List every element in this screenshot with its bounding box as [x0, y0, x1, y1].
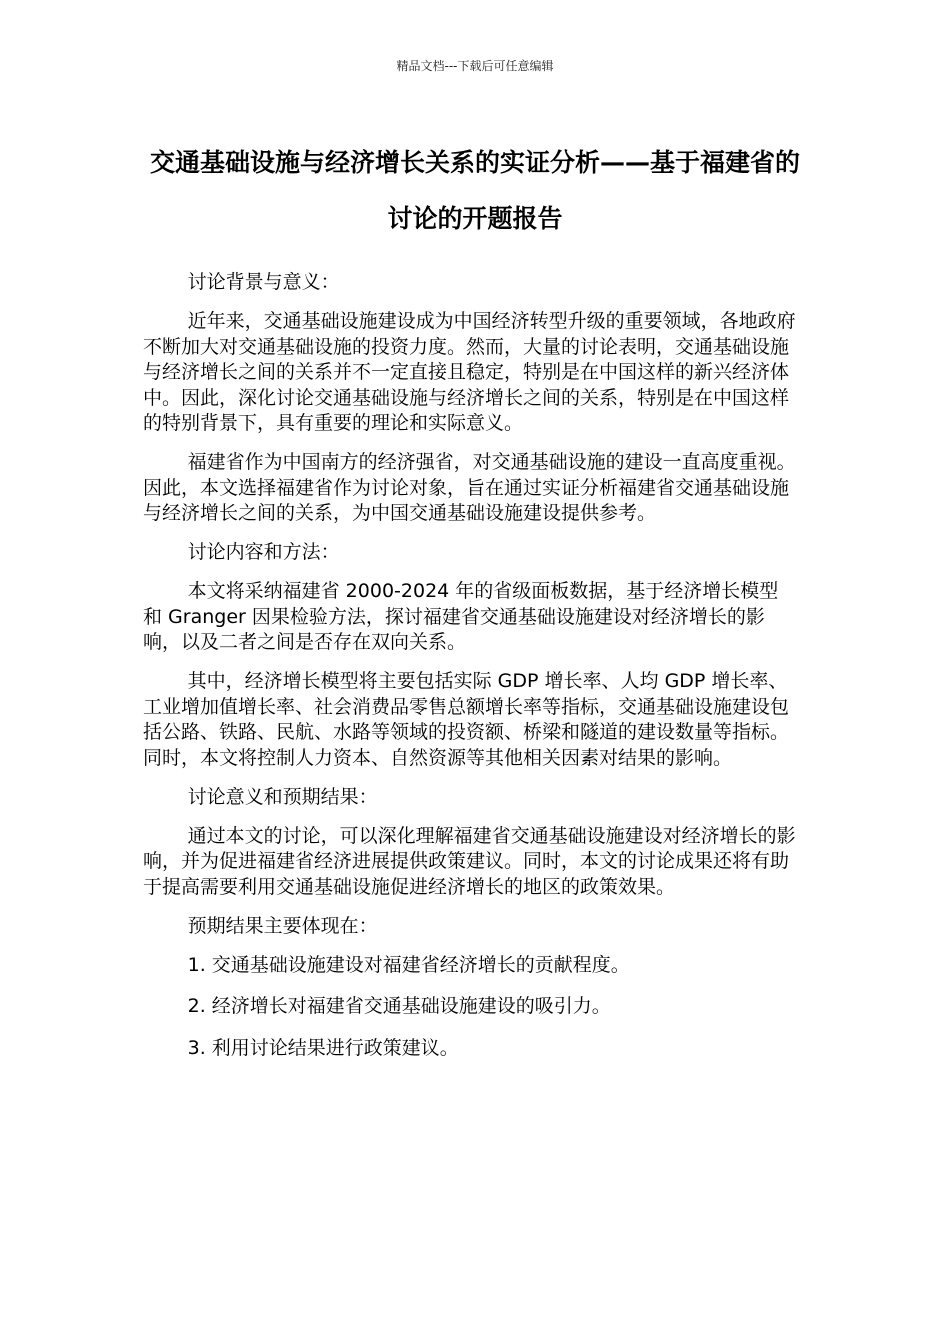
document-title: 交通基础设施与经济增长关系的实证分析——基于福建省的讨论的开题报告	[149, 148, 800, 233]
paragraph-background-1: 近年来，交通基础设施建设成为中国经济转型升级的重要领域，各地政府不断加大对交通基础设施的投资力度。然而，大量的讨论表明，交通基础设施与经济增长之间的关系并不一定直接且稳定，特别是在中国这样的新兴经济体中。因此，深化讨论交通基础设施与经济增长之间的关系，特别是在中国这样的特别背景下，具有重要的理论和实际意义。	[143, 310, 796, 434]
section-heading-content-method: 讨论内容和方法：	[187, 541, 340, 563]
list-item: 3. 利用讨论结果进行政策建议。	[187, 1036, 459, 1059]
page-header-note: 精品文档---下载后可任意编辑	[396, 59, 554, 73]
paragraph-expected-results-intro: 预期结果主要体现在：	[187, 914, 378, 937]
list-item: 1. 交通基础设施建设对福建省经济增长的贡献程度。	[187, 953, 630, 976]
paragraph-method-2: 其中，经济增长模型将主要包括实际 GDP 增长率、人均 GDP 增长率、工业增加值增长率、社会消费品零售总额增长率等指标，交通基础设施建设包括公路、铁路、民航、水路等领域的投资额、桥梁和隧道的建设数量等指标。同时，本文将控制人力资本、自然资源等其他相关因素对结果的影响。	[143, 670, 790, 769]
document-body	[143, 270, 797, 1077]
section-heading-significance: 讨论意义和预期结果：	[187, 785, 378, 808]
list-item: 2. 经济增长对福建省交通基础设施建设的吸引力。	[187, 995, 611, 1017]
paragraph-method-1: 本文将采纳福建省 2000-2024 年的省级面板数据，基于经济增长模型和 Granger 因果检验方法，探讨福建省交通基础设施建设对经济增长的影响，以及二者之间是否存在双向关系。	[143, 580, 779, 653]
paragraph-background-2: 福建省作为中国南方的经济强省，对交通基础设施的建设一直高度重视。因此，本文选择福建省作为讨论对象，旨在通过实证分析福建省交通基础设施与经济增长之间的关系，为中国交通基础设施建设提供参考。	[143, 451, 796, 524]
paragraph-significance: 通过本文的讨论，可以深化理解福建省交通基础设施建设对经济增长的影响，并为促进福建省经济进展提供政策建议。同时，本文的讨论成果还将有助于提高需要利用交通基础设施促进经济增长的地区的政策效果。	[143, 824, 796, 898]
section-heading-background: 讨论背景与意义：	[187, 271, 340, 293]
